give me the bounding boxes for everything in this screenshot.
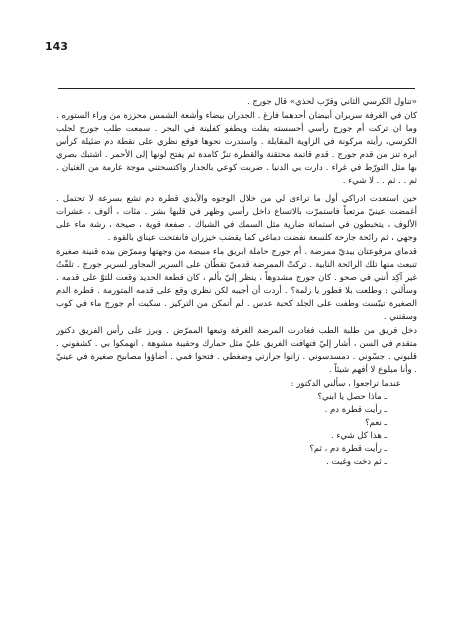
page-body (56, 96, 417, 636)
page-number: 143 (45, 40, 68, 53)
paragraph-5: دخل فريق من طلبة الطب فغادرت المرضة الغرفة وتبعها الممرّض . وبرز على رأس الفريق دكتور متقدم في السن ، أشار إليّ فتهافت الفريق عليّ مثل حمارك وحقيبة مشوهة . انهمكوا بي . كشفوني . قلبوني . جسّوني . دمسدسوني . زانوا حرارتي وضغطي . فتحوا فمي . أضاؤوا مصابيح صغيرة في عينيّ . وأنا مبلوع لا أفهم شيئاً . (56, 326, 417, 375)
dialogue-line: ـ ثم دخت وغبت . (326, 457, 387, 467)
header-rule (58, 88, 415, 89)
dialogue-line: ـ رأيت قطرة دم . (324, 405, 387, 415)
dialogue-line: ـ نعم؟ (365, 418, 387, 428)
dialogue-line: ـ رأيت قطرة دم ، ثم؟ (309, 444, 387, 454)
paragraph-4: قدماي مرفوعتان بيديّ ممرضة . أم جورج حاملة ابريق ماء مبيضة من وجهتها وممرّض بيده قنينة صغيرة تنبعث منها تلك الرائحة النابية . تركتْ الممرضة قدميّ تقطّان على السرير المجاور لسرير جورج . تلفّتُ غير آكِد أنني في صحو . كان جورج مشدوهاً ، ينظر إليّ بألم ، كان قطعة الحديد وقعت للتوّ على قدمه . وسألني : وطلعت بلا فطور يا زلمة؟ . أردت أن أجيبه لكن نظري وقع على قدمه المتورمة . قطرة الدم الصغيرة تيبّست وطفت على الجلد كحبة عدس . لم أتمكن من التركيز . سكبت أم جورج ماء في كوب وسقتني . (56, 247, 417, 322)
paragraph-3: حين استعدت ادراكي أول ما تراءى لي من خلال الوجوه والأيدي قطرة دم تشع بسرعة لا تحتمل . أغمضت عينيّ مرتعباً فاستمرّت بالاتساع داخل رأسي وظهر في قلبها بشر . مئات ، ألوف ، عشرات الألوف ، يتخبطون في استماتة ضارية مثل السمك في الشباك . صفعة قوية ، صيحة ، رشة ماء على وجهي ، ثم رائحة جارحة كلسعة نفضت دماغي كما يقضب خيزران فانفتحت عيناي بالقوة . (56, 194, 417, 243)
dialogue-line: ـ هذا كل شيء . (331, 431, 387, 441)
dialogue-line: ـ ماذا حصل يا ابني؟ (317, 392, 387, 402)
paragraph-1: «تناول الكرسي الثاني وقرّب لحذي» قال جورج . (246, 97, 417, 107)
dialogue-intro: عندما تراجعوا ، سألني الدكتور : (290, 379, 401, 389)
paragraph-2: كان في الغرفة سريران أبيضان أحدهما فارغ . الجدران بيضاء وأشعة الشمس محززة من وراء الستوره . وما ان تركت أم جورج رأسي أحسسته يفلت ويطفو كفلينة في البحر . سمعت طلب جورج لجلب الكرسي، رأيته مركونة في الزاوية المقابلة . واستدرت نحوها فوقع نظري على نقطة دم ضئيلة كرأس ابرة تنز من قدم جورج . قدم قاتمة محتقنة والقطرة تنزّ كامدة ثم يفتح لونها إلى الأحمر . اشتبك بصري بها مثل التورّط في غراء . دارت بي الدنيا . ضربت كوعي بالجدار واكتسحتني موجة عارمة من الغثيان . ثم . . ثم . . لا شيء . (56, 111, 417, 186)
